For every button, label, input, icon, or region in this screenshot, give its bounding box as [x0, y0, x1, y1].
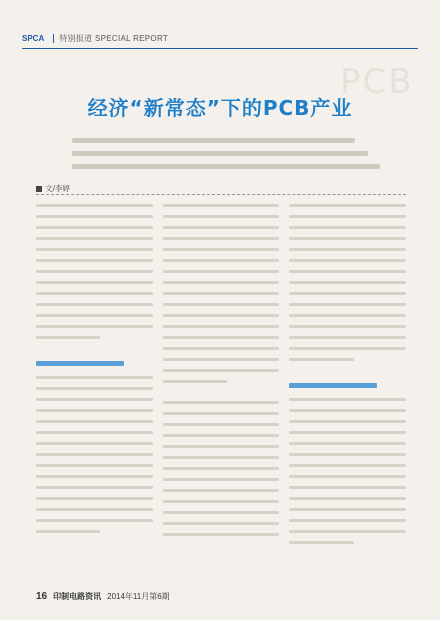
body-text-line: [36, 398, 153, 401]
body-text-line: [36, 226, 153, 229]
body-text-line: [289, 541, 353, 544]
body-text-line: [163, 456, 280, 459]
body-text-line: [36, 215, 153, 218]
header-divider: [22, 48, 418, 49]
body-text-line: [289, 281, 406, 284]
byline-divider: [36, 194, 406, 195]
body-text-line: [36, 519, 153, 522]
body-text-line: [289, 325, 406, 328]
body-text-line: [163, 369, 280, 372]
body-text-line: [289, 358, 353, 361]
body-text-line: [289, 292, 406, 295]
body-text-line: [163, 248, 280, 251]
body-text-line: [289, 420, 406, 423]
body-text-line: [163, 445, 280, 448]
lede-text-line: [72, 151, 368, 156]
body-text-line: [163, 303, 280, 306]
body-text-line: [36, 420, 153, 423]
report-header: [22, 30, 418, 46]
byline: [36, 183, 70, 194]
body-text-line: [289, 270, 406, 273]
body-text-line: [289, 226, 406, 229]
body-text-line: [163, 281, 280, 284]
body-text-line: [163, 500, 280, 503]
body-text-line: [289, 530, 406, 533]
body-text-line: [163, 467, 280, 470]
body-text-line: [36, 281, 153, 284]
body-text-line: [163, 314, 280, 317]
article-lede: [72, 138, 380, 177]
author: 文/李婷: [45, 184, 71, 193]
body-text-line: [36, 292, 153, 295]
body-text-line: [163, 522, 280, 525]
body-text-line: [289, 237, 406, 240]
paragraph-gap: [36, 347, 153, 357]
body-text-line: [36, 497, 153, 500]
paragraph-gap: [163, 391, 280, 401]
body-text-line: [163, 336, 280, 339]
body-text-line: [36, 387, 153, 390]
body-text-line: [163, 325, 280, 328]
body-text-line: [36, 248, 153, 251]
body-text-line: [289, 398, 406, 401]
body-text-line: [36, 270, 153, 273]
brand-label: SPCA: [22, 33, 45, 43]
body-text-line: [289, 409, 406, 412]
body-text-line: [36, 453, 153, 456]
body-text-line: [289, 314, 406, 317]
body-text-line: [36, 442, 153, 445]
body-text-line: [163, 358, 280, 361]
body-text-line: [289, 204, 406, 207]
body-text-line: [289, 508, 406, 511]
body-text-line: [163, 292, 280, 295]
body-column-middle: [163, 204, 280, 578]
body-text-line: [36, 431, 153, 434]
body-text-line: [36, 486, 153, 489]
section-label: 特别报道 SPECIAL REPORT: [59, 33, 169, 43]
body-text-line: [289, 347, 406, 350]
body-text-line: [163, 423, 280, 426]
article-title: 经济“新常态”下的PCB产业: [87, 96, 353, 120]
issue-label: 2014年11月第6期: [107, 592, 170, 601]
body-text-line: [289, 453, 406, 456]
body-text-line: [289, 442, 406, 445]
body-text-line: [289, 431, 406, 434]
body-text-line: [163, 412, 280, 415]
body-text-line: [163, 226, 280, 229]
body-text-line: [163, 237, 280, 240]
background-watermark: PCB: [340, 62, 414, 102]
page-footer: [36, 591, 406, 602]
body-text-line: [36, 530, 100, 533]
body-text-line: [289, 336, 406, 339]
body-text-line: [289, 464, 406, 467]
body-text-line: [163, 489, 280, 492]
body-text-line: [36, 314, 153, 317]
body-text-line: [163, 401, 280, 404]
body-column-right: [289, 204, 406, 578]
body-text-line: [163, 478, 280, 481]
body-text-line: [36, 259, 153, 262]
body-text-line: [36, 325, 153, 328]
body-text-line: [36, 376, 153, 379]
body-text-line: [163, 204, 280, 207]
subheading-placeholder: [289, 383, 377, 388]
article-body: [36, 204, 406, 578]
body-text-line: [36, 508, 153, 511]
body-text-line: [289, 497, 406, 500]
body-text-line: [289, 475, 406, 478]
body-text-line: [289, 248, 406, 251]
body-text-line: [36, 336, 100, 339]
page-number: 16: [36, 591, 48, 602]
body-column-left: [36, 204, 153, 578]
body-text-line: [163, 259, 280, 262]
body-text-line: [163, 270, 280, 273]
byline-marker: [36, 186, 42, 192]
body-text-line: [163, 511, 280, 514]
body-text-line: [289, 486, 406, 489]
body-text-line: [36, 464, 153, 467]
subheading-placeholder: [36, 361, 124, 366]
body-text-line: [163, 533, 280, 536]
body-text-line: [36, 475, 153, 478]
body-text-line: [36, 237, 153, 240]
body-text-line: [163, 434, 280, 437]
body-text-line: [36, 303, 153, 306]
body-text-line: [163, 215, 280, 218]
body-text-line: [289, 215, 406, 218]
body-text-line: [289, 259, 406, 262]
body-text-line: [289, 303, 406, 306]
body-text-line: [36, 409, 153, 412]
body-text-line: [36, 204, 153, 207]
journal-masthead: 印制电路资讯: [53, 592, 102, 601]
lede-text-line: [72, 164, 380, 169]
body-text-line: [289, 519, 406, 522]
body-text-line: [163, 380, 227, 383]
body-text-line: [163, 347, 280, 350]
lede-text-line: [72, 138, 355, 143]
paragraph-gap: [289, 369, 406, 379]
header-separator: [53, 34, 54, 43]
